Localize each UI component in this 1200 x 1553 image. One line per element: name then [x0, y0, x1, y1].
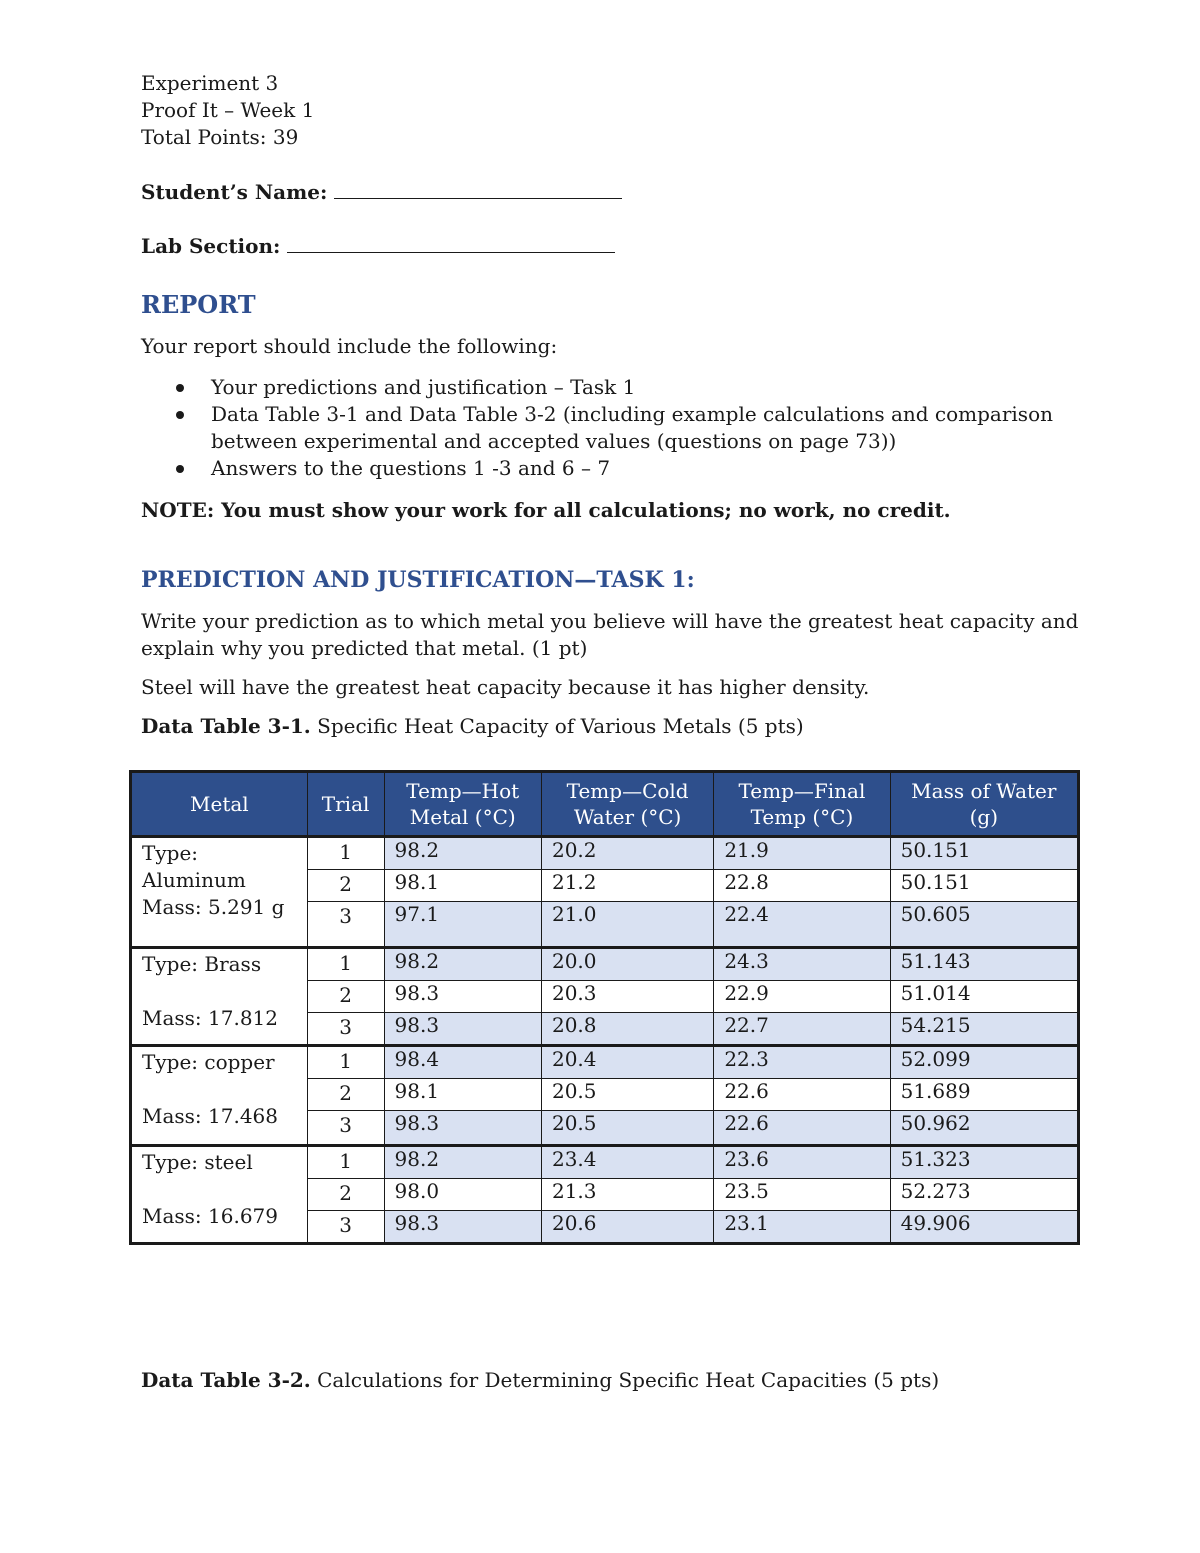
mass-water-cell: 50.151: [890, 870, 1078, 902]
metal-cell: [131, 948, 308, 1046]
student-name-blank[interactable]: [334, 178, 622, 199]
final-temp-cell: 23.5: [714, 1179, 890, 1211]
metal-cell: [131, 1046, 308, 1146]
metal-mass: Mass: 5.291 g: [142, 895, 285, 919]
metal-cell: [131, 1146, 308, 1244]
cold-water-cell: 21.0: [541, 902, 713, 948]
cold-water-cell: 23.4: [541, 1146, 713, 1179]
trial-cell: 1: [307, 837, 384, 870]
trial-cell: 3: [307, 1013, 384, 1046]
trial-cell: 2: [307, 1079, 384, 1111]
mass-water-cell: 50.605: [890, 902, 1078, 948]
hot-metal-cell: 97.1: [384, 902, 541, 948]
col-header-trial: Trial: [307, 772, 384, 837]
metal-mass: Mass: 17.812: [142, 1006, 279, 1030]
trial-cell: 3: [307, 902, 384, 948]
mass-water-cell: 49.906: [890, 1211, 1078, 1244]
final-temp-cell: 23.1: [714, 1211, 890, 1244]
hot-metal-cell: 98.3: [384, 1013, 541, 1046]
final-temp-cell: 22.4: [714, 902, 890, 948]
list-item: Answers to the questions 1 -3 and 6 – 7: [141, 455, 1081, 482]
final-temp-cell: 24.3: [714, 948, 890, 981]
hot-metal-cell: 98.3: [384, 981, 541, 1013]
cold-water-cell: 21.2: [541, 870, 713, 902]
trial-cell: 2: [307, 981, 384, 1013]
metal-type: Type: steel: [142, 1150, 253, 1174]
table2-caption: [141, 1367, 939, 1394]
cold-water-cell: 21.3: [541, 1179, 713, 1211]
final-temp-cell: 22.7: [714, 1013, 890, 1046]
mass-water-cell: 51.689: [890, 1079, 1078, 1111]
final-temp-cell: 21.9: [714, 837, 890, 870]
table-header-row: [131, 772, 1079, 837]
metal-mass: Mass: 17.468: [142, 1104, 279, 1128]
cold-water-cell: 20.2: [541, 837, 713, 870]
hot-metal-cell: 98.3: [384, 1211, 541, 1244]
cold-water-cell: 20.5: [541, 1111, 713, 1146]
trial-cell: 2: [307, 1179, 384, 1211]
document-page: [141, 70, 1081, 740]
hot-metal-cell: 98.2: [384, 837, 541, 870]
table1-caption-label: Data Table 3-1.: [141, 714, 311, 738]
col-header-final-temp: Temp—Final Temp (°C): [714, 772, 890, 837]
mass-water-cell: 52.099: [890, 1046, 1078, 1079]
trial-cell: 3: [307, 1111, 384, 1146]
final-temp-cell: 23.6: [714, 1146, 890, 1179]
table-body: [131, 837, 1079, 1244]
col-header-hot-metal: Temp—Hot Metal (°C): [384, 772, 541, 837]
hot-metal-cell: 98.1: [384, 1079, 541, 1111]
table-row: [131, 1046, 1079, 1079]
mass-water-cell: 54.215: [890, 1013, 1078, 1046]
final-temp-cell: 22.6: [714, 1111, 890, 1146]
hot-metal-cell: 98.4: [384, 1046, 541, 1079]
mass-water-cell: 51.143: [890, 948, 1078, 981]
student-name-field: [141, 178, 1081, 205]
final-temp-cell: 22.9: [714, 981, 890, 1013]
col-header-metal: Metal: [131, 772, 308, 837]
table2-caption-text: Calculations for Determining Specific Heat Capacities (5 pts): [317, 1368, 940, 1392]
mass-water-cell: 50.151: [890, 837, 1078, 870]
week-subtitle: Proof It – Week 1: [141, 98, 315, 122]
hot-metal-cell: 98.3: [384, 1111, 541, 1146]
metal-cell: [131, 837, 308, 948]
trial-cell: 1: [307, 948, 384, 981]
metal-mass: Mass: 16.679: [142, 1204, 279, 1228]
table1-caption-text: Specific Heat Capacity of Various Metals (5 pts): [317, 714, 804, 738]
table1-caption: [141, 713, 1081, 740]
final-temp-cell: 22.6: [714, 1079, 890, 1111]
col-header-cold-water: Temp—Cold Water (°C): [541, 772, 713, 837]
final-temp-cell: 22.8: [714, 870, 890, 902]
prediction-heading: PREDICTION AND JUSTIFICATION—TASK 1:: [141, 567, 695, 593]
trial-cell: 2: [307, 870, 384, 902]
hot-metal-cell: 98.2: [384, 1146, 541, 1179]
hot-metal-cell: 98.1: [384, 870, 541, 902]
metal-type: Type: copper: [142, 1050, 275, 1074]
list-item: Your predictions and justification – Task 1: [141, 374, 1081, 401]
metal-type: Type: Aluminum: [142, 841, 246, 892]
lab-section-label: Lab Section:: [141, 234, 281, 258]
report-requirements-list: [141, 374, 1081, 482]
cold-water-cell: 20.3: [541, 981, 713, 1013]
table-row: [131, 837, 1079, 870]
table-row: [131, 948, 1079, 981]
report-heading: REPORT: [141, 290, 256, 319]
prediction-prompt: Write your prediction as to which metal you believe will have the greatest heat capacity and explain why you predicted that metal. (1 pt): [141, 609, 1079, 660]
work-note: NOTE: You must show your work for all calculations; no work, no credit.: [141, 498, 951, 522]
lab-section-field: [141, 232, 1081, 259]
table2-caption-label: Data Table 3-2.: [141, 1368, 311, 1392]
student-name-label: Student’s Name:: [141, 180, 328, 204]
hot-metal-cell: 98.0: [384, 1179, 541, 1211]
col-header-mass-water: Mass of Water (g): [890, 772, 1078, 837]
trial-cell: 3: [307, 1211, 384, 1244]
final-temp-cell: 22.3: [714, 1046, 890, 1079]
metal-type: Type: Brass: [142, 952, 262, 976]
specific-heat-table: [129, 770, 1080, 1245]
experiment-title: Experiment 3: [141, 71, 279, 95]
cold-water-cell: 20.8: [541, 1013, 713, 1046]
list-item: Data Table 3-1 and Data Table 3-2 (including example calculations and comparison between experimental and accepted values (questions on page 73)): [141, 401, 1081, 455]
mass-water-cell: 51.014: [890, 981, 1078, 1013]
trial-cell: 1: [307, 1146, 384, 1179]
prediction-answer: Steel will have the greatest heat capacity because it has higher density.: [141, 675, 870, 699]
table-row: [131, 1146, 1079, 1179]
cold-water-cell: 20.6: [541, 1211, 713, 1244]
trial-cell: 1: [307, 1046, 384, 1079]
total-points: Total Points: 39: [141, 125, 299, 149]
mass-water-cell: 50.962: [890, 1111, 1078, 1146]
mass-water-cell: 52.273: [890, 1179, 1078, 1211]
hot-metal-cell: 98.2: [384, 948, 541, 981]
report-intro: Your report should include the following:: [141, 334, 558, 358]
cold-water-cell: 20.0: [541, 948, 713, 981]
cold-water-cell: 20.4: [541, 1046, 713, 1079]
cold-water-cell: 20.5: [541, 1079, 713, 1111]
lab-section-blank[interactable]: [287, 232, 615, 253]
mass-water-cell: 51.323: [890, 1146, 1078, 1179]
